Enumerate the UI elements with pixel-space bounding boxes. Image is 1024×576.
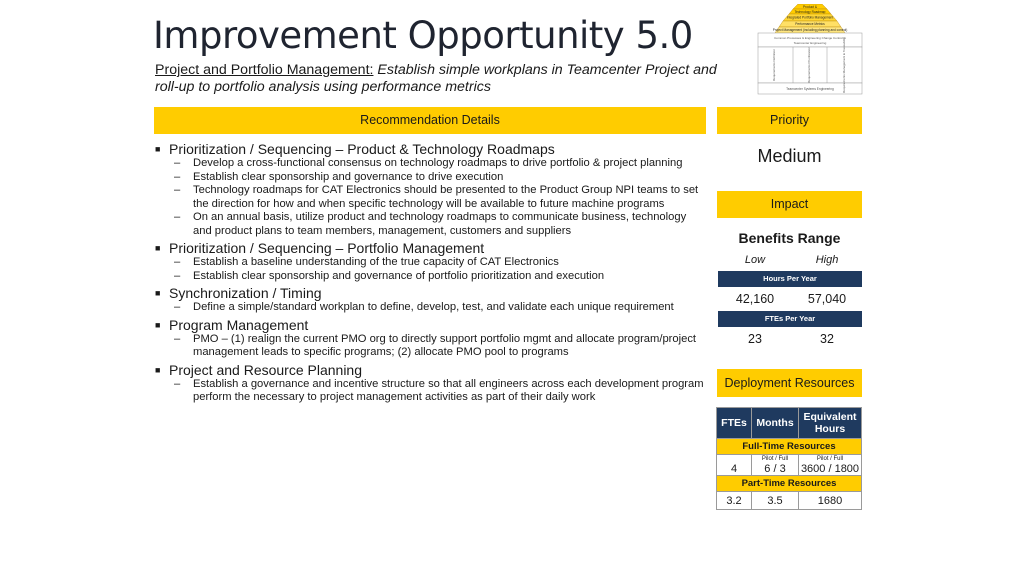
detail-item-text: Establish a governance and incentive structure so that all engineers across each development program perform the necessary to project management activities as part of their daily work (193, 377, 704, 403)
detail-item (155, 301, 705, 315)
dash-bullet-icon: – (174, 211, 181, 223)
detail-item (155, 184, 705, 211)
pyramid-tier-6: Common Processes & Engineering Change Control in (774, 36, 846, 40)
pyramid-tier-3: Integrated Portfolio Management (786, 15, 834, 20)
dash-bullet-icon: – (174, 184, 181, 196)
detail-heading-text: Project and Resource Planning (169, 361, 363, 378)
dash-bullet-icon: – (174, 269, 181, 282)
full-time-hours: Pilot / Full 3600 / 1800 (799, 455, 862, 476)
subtitle-rest: Establish simple workplans in Teamcenter Project and roll-up to portfolio analysis using performance metrics (155, 62, 717, 95)
pyramid-col-1: Requirements Definition (772, 48, 776, 82)
page-title: Improvement Opportunity 5.0 (153, 14, 693, 57)
square-bullet-icon: ■ (155, 364, 161, 375)
detail-heading-text: Prioritization / Sequencing – Portfolio Management (169, 240, 485, 256)
square-bullet-icon: ■ (155, 144, 161, 154)
detail-item (155, 211, 705, 238)
pyramid-tier-2: Technology Roadmap (794, 10, 826, 14)
pyramid-col-3: Requirements Management & Traceability (842, 37, 846, 93)
dash-bullet-icon: – (174, 301, 181, 313)
detail-item (155, 157, 705, 171)
part-time-hours: 1680 (799, 492, 862, 510)
detail-heading (155, 141, 705, 157)
section-gap (155, 405, 705, 407)
pyramid-col-2: Requirements Prioritization (807, 46, 811, 84)
pyramid-base: Teamcenter Systems Engineering (786, 87, 834, 91)
full-time-resources-label: Full-Time Resources (717, 439, 862, 455)
col-months-header: Months (752, 408, 799, 439)
page-subtitle (155, 62, 730, 96)
square-bullet-icon: ■ (155, 319, 161, 330)
detail-item (155, 256, 705, 270)
detail-item-text: On an annual basis, utilize product and technology roadmaps to communicate business, technology and product plans to team members, management, customers and suppliers (193, 211, 687, 237)
detail-item-text: Establish a baseline understanding of the true capacity of CAT Electronics (193, 256, 559, 268)
pyramid-tier-1: Product & (803, 5, 817, 9)
detail-item-text: Technology roadmaps for CAT Electronics should be presented to the Product Group NPI teams to set the direction for how and when specific technology will be available to future machine programs (193, 184, 699, 210)
detail-item-text: Develop a cross-functional consensus on technology roadmaps to drive portfolio & project planning (193, 157, 683, 169)
detail-item (155, 378, 705, 405)
col-hours-header: Equivalent Hours (799, 408, 862, 439)
dash-bullet-icon: – (174, 157, 181, 169)
detail-item-text: Establish clear sponsorship and governance of portfolio prioritization and execution (193, 269, 605, 282)
detail-heading (155, 285, 705, 301)
hours-high-value: 57,040 (807, 292, 847, 306)
detail-heading (155, 362, 705, 378)
impact-header: Impact (717, 191, 862, 218)
benefits-high-label: High (815, 254, 839, 266)
deployment-resources-table (716, 407, 862, 510)
pilot-full-label-hours: Pilot / Full (816, 456, 844, 462)
square-bullet-icon: ■ (155, 243, 161, 253)
dash-bullet-icon: – (174, 170, 181, 183)
detail-item-text: Establish clear sponsorship and governance to drive execution (193, 170, 504, 183)
detail-item-text: Define a simple/standard workplan to define, develop, test, and validate each unique requirement (193, 301, 674, 313)
recommendation-details (155, 141, 705, 407)
detail-item (155, 270, 705, 284)
dash-bullet-icon: – (174, 332, 181, 345)
detail-item (155, 171, 705, 185)
benefits-range-title: Benefits Range (738, 230, 841, 246)
pyramid-tier-5: Project Management (including planning and control) (772, 28, 848, 32)
deployment-resources-header: Deployment Resources (717, 369, 862, 397)
full-time-months: Pilot / Full 6 / 3 (752, 455, 799, 476)
pilot-full-label-months: Pilot / Full (761, 456, 789, 462)
part-time-ftes: 3.2 (717, 492, 752, 510)
ftes-per-year-header: FTEs Per Year (718, 311, 862, 327)
framework-pyramid-diagram (757, 4, 863, 95)
pyramid-tier-4: Performance Metrics (795, 22, 825, 26)
benefits-low-label: Low (744, 254, 766, 266)
part-time-months: 3.5 (752, 492, 799, 510)
detail-heading-text: Program Management (169, 316, 309, 333)
detail-heading (155, 317, 705, 333)
hours-per-year-header: Hours Per Year (718, 271, 862, 287)
full-time-ftes: 4 (717, 455, 752, 476)
hours-low-value: 42,160 (735, 292, 775, 306)
ftes-high-value: 32 (820, 332, 834, 346)
subtitle-lead: Project and Portfolio Management: (155, 62, 374, 78)
priority-value: Medium (757, 146, 822, 166)
ftes-low-value: 23 (748, 332, 762, 346)
dash-bullet-icon: – (174, 377, 181, 390)
col-ftes-header: FTEs (717, 408, 752, 439)
detail-item (155, 333, 705, 360)
detail-heading-text: Synchronization / Timing (169, 285, 322, 301)
pyramid-tier-7: Teamcenter Engineering (793, 41, 827, 45)
square-bullet-icon: ■ (155, 288, 161, 298)
detail-heading-text: Prioritization / Sequencing – Product & Technology Roadmaps (169, 141, 555, 157)
recommendation-header: Recommendation Details (154, 107, 706, 134)
priority-header: Priority (717, 107, 862, 134)
detail-item-text: PMO – (1) realign the current PMO org to directly support portfolio mgmt and allocate program/project management leads to specific programs; (2) allocate PMO pool to programs (193, 332, 697, 358)
dash-bullet-icon: – (174, 256, 181, 268)
detail-heading (155, 240, 705, 256)
part-time-resources-label: Part-Time Resources (717, 476, 862, 492)
